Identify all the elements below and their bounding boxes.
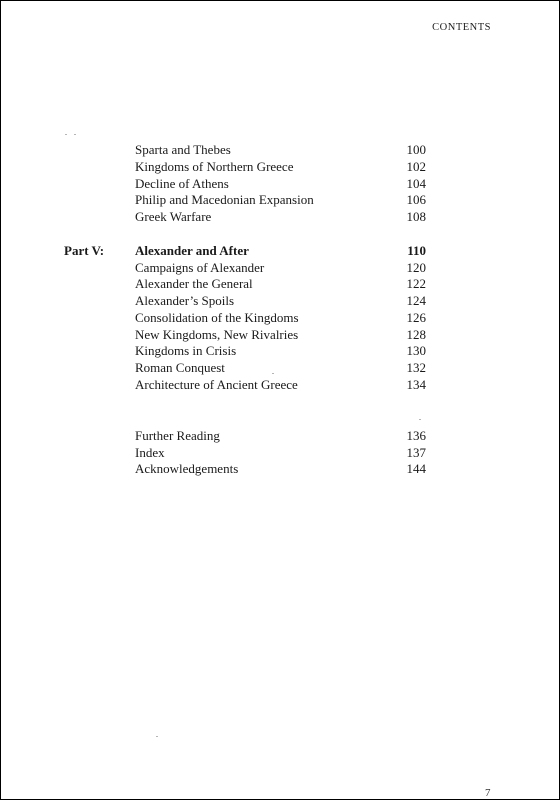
toc-entry-title: Kingdoms of Northern Greece <box>135 159 294 174</box>
toc-entry-title: Index <box>135 445 165 460</box>
toc-entry-page: 128 <box>406 327 426 342</box>
toc-entry <box>1 292 559 309</box>
toc-entry <box>1 208 559 225</box>
toc-part-title: Alexander and After <box>135 243 249 258</box>
toc-entry <box>1 326 559 343</box>
toc-entry-title: Greek Warfare <box>135 209 212 224</box>
toc-entry <box>1 275 559 292</box>
running-head: CONTENTS <box>432 22 491 33</box>
scan-speck <box>156 736 158 737</box>
toc-entry-title: Decline of Athens <box>135 176 229 191</box>
toc-entry-title: New Kingdoms, New Rivalries <box>135 327 299 342</box>
toc-entry <box>1 444 559 461</box>
toc-entry-title: Alexander’s Spoils <box>135 293 235 308</box>
toc-entry-title: Philip and Macedonian Expansion <box>135 192 314 207</box>
toc-entry <box>1 259 559 276</box>
toc-part-page: 110 <box>407 243 426 258</box>
toc-entry <box>1 158 559 175</box>
toc-entry-title: Acknowledgements <box>135 461 239 476</box>
scan-speck <box>65 134 67 135</box>
toc-entry-page: 122 <box>406 276 426 291</box>
scan-speck <box>419 419 421 420</box>
toc-entry <box>1 342 559 359</box>
toc-entry-page: 137 <box>406 445 426 460</box>
toc-entry <box>1 141 559 158</box>
toc-entry-page: 136 <box>406 428 426 443</box>
toc-entry-page: 102 <box>406 159 426 174</box>
toc-entry-page: 108 <box>406 209 426 224</box>
toc-entry-page: 130 <box>406 343 426 358</box>
toc-entry <box>1 191 559 208</box>
toc-entry <box>1 376 559 393</box>
toc-entry-title: Further Reading <box>135 428 220 443</box>
toc-entry <box>1 175 559 192</box>
toc-entry <box>1 427 559 444</box>
toc-entry-page: 100 <box>406 142 426 157</box>
toc-entry <box>1 359 559 376</box>
toc-part-label: Part V: <box>64 243 105 258</box>
toc-entry-title: Alexander the General <box>135 276 253 291</box>
toc-entry-title: Architecture of Ancient Greece <box>135 377 298 392</box>
toc-entry <box>1 460 559 477</box>
toc-entry-title: Roman Conquest <box>135 360 225 375</box>
toc-entry-page: 126 <box>406 310 426 325</box>
toc-entry-title: Consolidation of the Kingdoms <box>135 310 299 325</box>
toc-entry-page: 144 <box>406 461 426 476</box>
toc-part-heading <box>1 242 559 259</box>
toc-entry-page: 124 <box>406 293 426 308</box>
toc-entry-page: 134 <box>406 377 426 392</box>
toc-entry-page: 104 <box>406 176 426 191</box>
toc-entry-page: 132 <box>406 360 426 375</box>
toc-entry-page: 120 <box>406 260 426 275</box>
page-number: 7 <box>485 787 491 799</box>
scan-speck <box>74 134 76 135</box>
toc-entry-page: 106 <box>406 192 426 207</box>
toc-entry-title: Sparta and Thebes <box>135 142 231 157</box>
toc-entry-title: Campaigns of Alexander <box>135 260 265 275</box>
toc-entry-title: Kingdoms in Crisis <box>135 343 237 358</box>
toc-entry <box>1 309 559 326</box>
